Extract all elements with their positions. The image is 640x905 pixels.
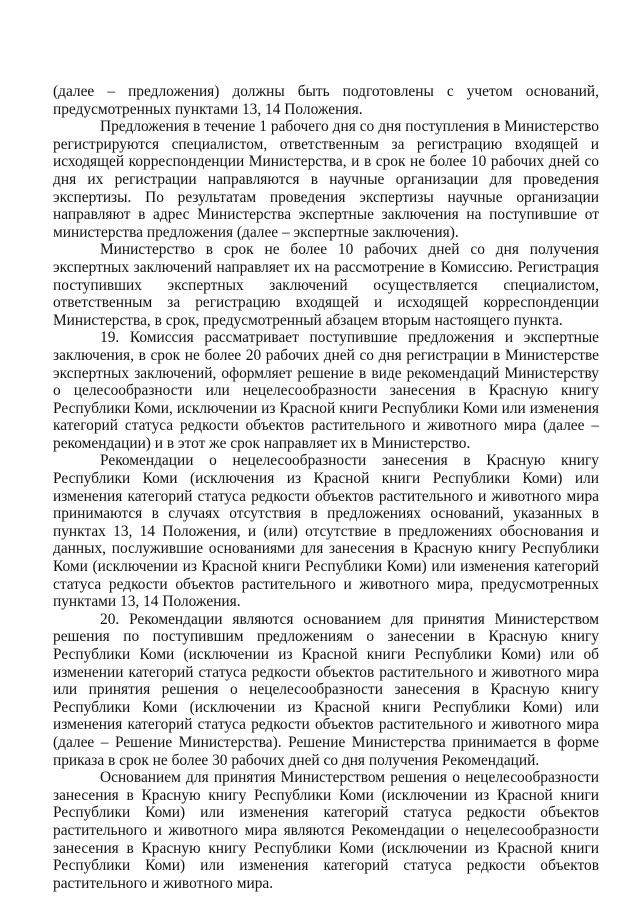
paragraph-clause-19: 19. Комиссия рассматривает поступившие предложения и экспертные заключения, в срок не более 20 рабочих дней со дня регистрации в Министерстве экспертных заключений, оформляет решение в виде рекомендаций Министерству о целесообразности или нецелесообразности занесения в Красную книгу Республики Коми, исключении из Красной книги Республики Коми или изменения категорий статуса редкости объектов растительного и животного мира (далее – рекомендации) и в этот же срок направляет их в Министерство. (53, 329, 599, 452)
document-body (53, 83, 599, 892)
paragraph-registration: Предложения в течение 1 рабочего дня со дня поступления в Министерство регистрируются специалистом, ответственным за регистрацию входящей и исходящей корреспонденции Министерства, и в срок не более 10 рабочих дней со дня их регистрации направляются в научные организации для проведения экспертизы. По результатам проведения экспертизы научные организации направляют в адрес Министерства экспертные заключения на поступившие от министерства предложения (далее – экспертные заключения). (53, 118, 599, 241)
paragraph-expert-conclusions: Министерство в срок не более 10 рабочих дней со дня получения экспертных заключений направляет их на рассмотрение в Комиссию. Регистрация поступивших экспертных заключений осуществляется специалистом, ответственным за регистрацию входящей и исходящей корреспонденции Министерства, в срок, предусмотренный абзацем вторым настоящего пункта. (53, 241, 599, 329)
paragraph-decision-basis: Основанием для принятия Министерством решения о нецелесообразности занесения в Красную книгу Республики Коми (исключении из Красной книги Республики Коми) или изменения категорий статуса редкости объектов растительного и животного мира являются Рекомендации о нецелесообразности занесения в Красную книгу Республики Коми (исключении из Красной книги Республики Коми) или изменения категорий статуса редкости объектов растительного и животного мира. (53, 769, 599, 892)
paragraph-inexpediency-recommendations: Рекомендации о нецелесообразности занесения в Красную книгу Республики Коми (исключения из Красной книги Республики Коми) или изменения категорий статуса редкости объектов растительного и животного мира принимаются в случаях отсутствия в предложениях оснований, указанных в пунктах 13, 14 Положения, и (или) отсутствие в предложениях обоснования и данных, послужившие основаниями для занесения в Красную книгу Республики Коми (исключении из Красной книги Республики Коми) или изменения категорий статуса редкости объектов растительного и животного мира, предусмотренных пунктами 13, 14 Положения. (53, 452, 599, 611)
paragraph-continuation: (далее – предложения) должны быть подготовлены с учетом оснований, предусмотренных пунктами 13, 14 Положения. (53, 83, 599, 118)
paragraph-clause-20: 20. Рекомендации являются основанием для принятия Министерством решения по поступившим предложениям о занесении в Красную книгу Республики Коми (исключении из Красной книги Республики Коми) или об изменении категорий статуса редкости объектов растительного и животного мира или принятия решения о нецелесообразности занесения в Красную книгу Республики Коми (исключении из Красной книги Республики Коми) или изменения категорий статуса редкости объектов растительного и животного мира (далее – Решение Министерства). Решение Министерства принимается в форме приказа в срок не более 30 рабочих дней со дня получения Рекомендаций. (53, 610, 599, 769)
